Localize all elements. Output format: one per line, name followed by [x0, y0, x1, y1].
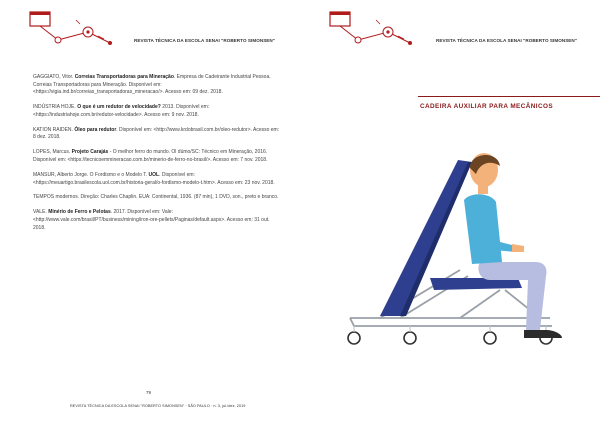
reference-list — [33, 74, 283, 240]
reference-item: INDÚSTRIA HOJE. O que é um redutor de velocidade? 2013. Disponível em: <https://industriahoje.com.br/redutor-velocidade>. Acesso em: 9 nov. 2018. — [33, 104, 210, 118]
reference-item: TEMPOS modernos. Direção: Charles Chaplin. EUA: Continental, 1936. (87 min), 1 DVD, son., preto e branco. — [33, 194, 279, 201]
page-number: 79 — [146, 390, 152, 395]
reference-item: KATION RAIDEN. Óleo para redutor. Disponível em: <http://www.krdobrasil.com.br/oleo-redutor>. Acesso em: 8 dez. 2018. — [33, 126, 280, 141]
reference-item: VALE. Minério de Ferro e Pelotas. 2017. Disponível em: Vale: <http://www.vale.com/brasil/PT/business/mining/iron-ore-pellets/Paginas/default.aspx>. Acesso em: 31 out. 2018. — [33, 209, 270, 231]
senai-logo-icon — [328, 10, 418, 50]
section-title: CADEIRA AUXILIAR PARA MECÂNICOS — [420, 103, 553, 110]
section-divider — [418, 96, 600, 97]
journal-header: REVISTA TÉCNICA DA ESCOLA SENAI "ROBERTO SIMONSEN" — [134, 38, 276, 43]
senai-logo-icon — [28, 10, 118, 50]
wheel-icon — [348, 332, 552, 344]
mechanic-chair-illustration — [340, 140, 580, 358]
page-footer: REVISTA TÉCNICA DA ESCOLA SENAI "ROBERTO SIMONSEN" · SÃO PAULO · n. 3, jul./dez. 2019 — [70, 404, 246, 408]
reference-item: GAGGIATO, Vitor. Correias Transportadoras para Mineração. Empresa de Cadeirante Industrial Pessoa. Correias Transportadoras para Mineração. Disponível em: <https://vigia.ind.br/correias_transportadoras_mineracao/>. Acesso em: 09 dez. 2018. — [33, 74, 271, 96]
chair-backrest — [380, 160, 472, 316]
right-page — [300, 0, 600, 424]
journal-header: REVISTA TÉCNICA DA ESCOLA SENAI "ROBERTO SIMONSEN" — [436, 38, 578, 43]
reference-item: MANSUR, Alberto Jorge. O Fordismo e o Modelo T. UOL. Disponível em: <https://meuartigo.brasilescola.uol.com.br/historia-geral/o-fordismo-modelo-t.htm>. Acesso em: 23 nov. 2018. — [33, 171, 275, 186]
shoe-icon — [524, 330, 562, 338]
reference-item: LOPES, Marcus. Projeto Carajás - O melhor ferro do mundo. Ol dúmo/SC: Técnico em Mineração, 2016. Disponível em: <https://tecnicoemmineracao.com.br/minerio-de-ferro-no-brasil/>. Acesso em: 7 nov. 2018. — [33, 149, 268, 163]
